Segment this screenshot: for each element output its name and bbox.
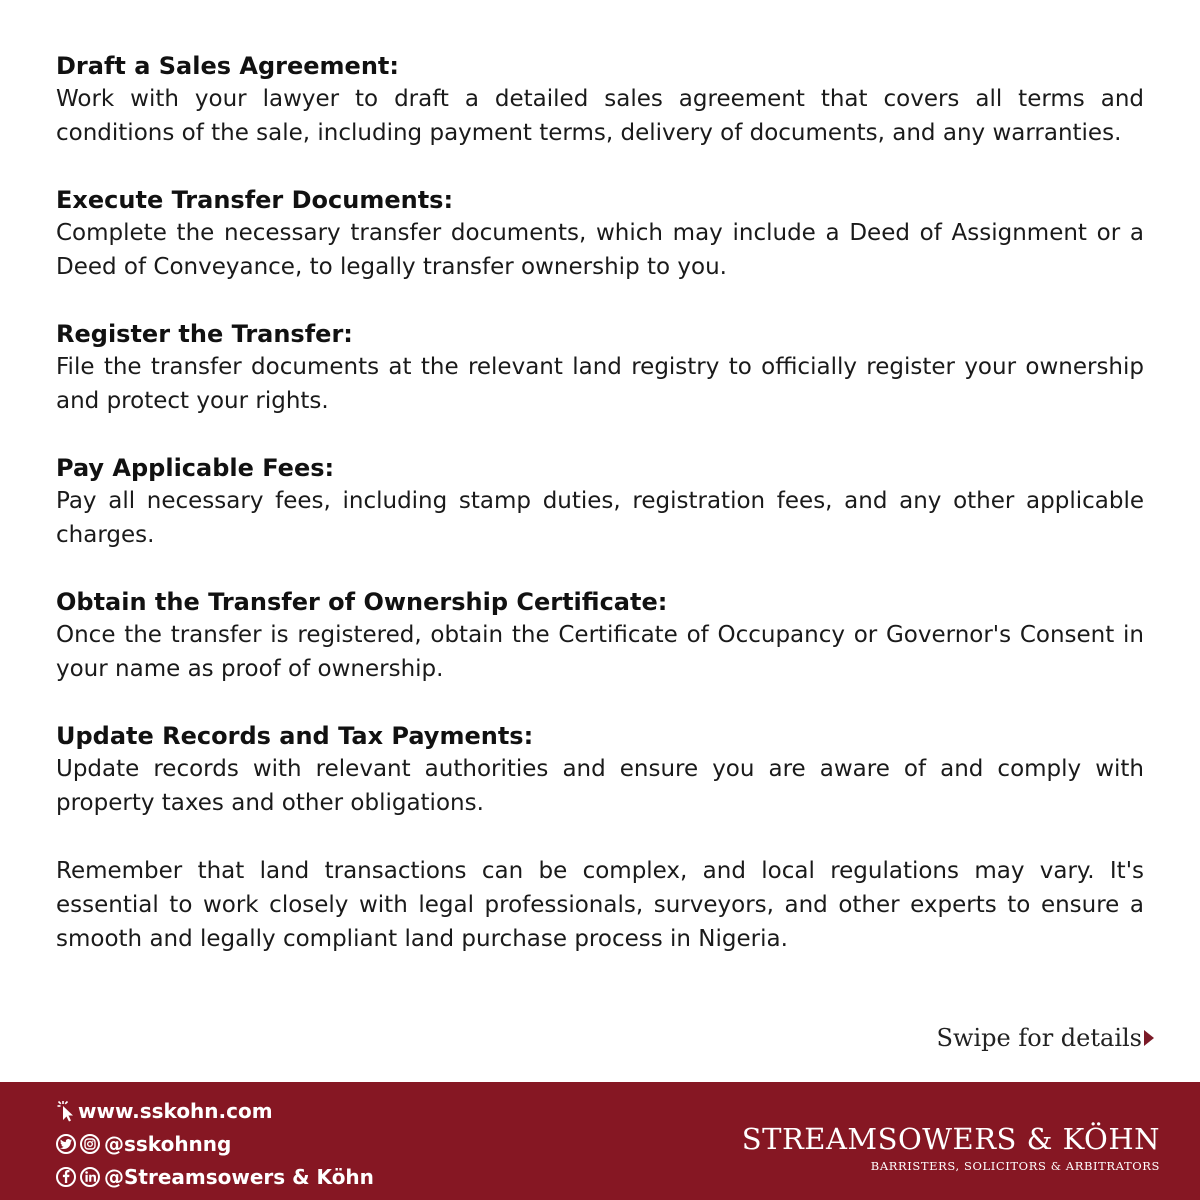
website-text: www.sskohn.com (78, 1098, 273, 1123)
swipe-label: Swipe for details (936, 1024, 1142, 1052)
section-execute-transfer-documents (56, 184, 1144, 284)
facebook-linkedin-handle[interactable] (56, 1160, 374, 1193)
section-pay-applicable-fees (56, 452, 1144, 552)
footer-bar (0, 1082, 1200, 1200)
section-body: File the transfer documents at the relevant land registry to officially register your ownership and protect your rights. (56, 354, 1144, 414)
section-draft-sales-agreement (56, 50, 1144, 150)
triangle-right-icon (1144, 1030, 1154, 1046)
section-heading: Obtain the Transfer of Ownership Certificate: (56, 588, 668, 616)
linkedin-icon (80, 1167, 100, 1187)
section-body: Complete the necessary transfer documents, which may include a Deed of Assignment or a Deed of Conveyance, to legally transfer ownership to you. (56, 220, 1144, 280)
article-content (56, 50, 1144, 956)
facebook-icon (56, 1167, 76, 1187)
section-obtain-certificate (56, 586, 1144, 686)
firm-logo (742, 1122, 1160, 1174)
section-heading: Execute Transfer Documents: (56, 186, 454, 214)
firm-name: STREAMSOWERS & KÖHN (741, 1122, 1160, 1156)
twitter-instagram-handle[interactable] (56, 1127, 374, 1160)
section-heading: Register the Transfer: (56, 320, 353, 348)
website-link[interactable] (56, 1094, 374, 1127)
section-heading: Draft a Sales Agreement: (56, 52, 399, 80)
twitter-icon (56, 1134, 76, 1154)
footer-contacts (56, 1094, 374, 1193)
section-update-records (56, 720, 1144, 820)
firm-tagline: BARRISTERS, SOLICITORS & ARBITRATORS (870, 1159, 1160, 1173)
section-heading: Update Records and Tax Payments: (56, 722, 534, 750)
section-body: Pay all necessary fees, including stamp duties, registration fees, and any other applicable charges. (56, 488, 1144, 548)
section-heading: Pay Applicable Fees: (56, 454, 335, 482)
section-body: Once the transfer is registered, obtain the Certificate of Occupancy or Governor's Consent in your name as proof of ownership. (56, 622, 1144, 682)
instagram-icon (80, 1134, 100, 1154)
social-handle-text: @Streamsowers & Köhn (104, 1164, 374, 1189)
social-handle-text: @sskohnng (104, 1131, 232, 1156)
cursor-click-icon (56, 1100, 76, 1122)
section-body: Work with your lawyer to draft a detailed sales agreement that covers all terms and conditions of the sale, including payment terms, delivery of documents, and any warranties. (56, 86, 1144, 146)
swipe-for-details-link[interactable] (937, 1024, 1154, 1052)
section-register-transfer (56, 318, 1144, 418)
section-body: Update records with relevant authorities and ensure you are aware of and comply with property taxes and other obligations. (56, 756, 1144, 816)
closing-paragraph: Remember that land transactions can be complex, and local regulations may vary. It's essential to work closely with legal professionals, surveyors, and other experts to ensure a smooth and legally compliant land purchase process in Nigeria. (56, 858, 1144, 952)
